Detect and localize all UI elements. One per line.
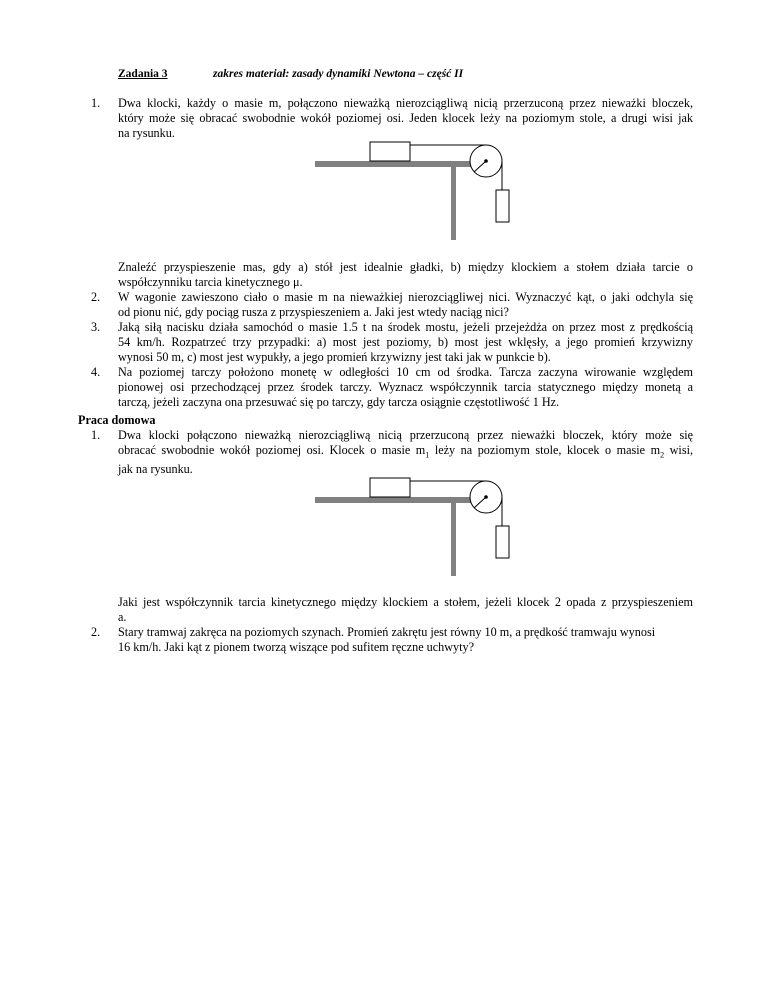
homework-1-text: Dwa klocki połączono nieważką nierozciągliwą nicią przerzuconą przez nieważki bloczek, który może się obracać swobodnie wokół poziomej osi. Klocek o masie $m_1$ leży na poziomym stole, klocek o masie $m_2$ wisi, jak na rysunku. xyxy=(118,428,693,477)
hanging-block xyxy=(496,190,509,222)
block-on-table xyxy=(370,142,410,161)
task-number: 1. xyxy=(91,96,101,110)
task-number: 3. xyxy=(91,320,101,334)
task-1-text: Dwa klocki, każdy o masie m, połączono nieważką nierozciągliwą nicią przerzuconą przez nieważki bloczek, który może się obracać swobodnie wokół poziomej osi. Jeden klocek leży na poziomym stole, a drugi wisi jak na rysunku. xyxy=(118,96,693,140)
task-2-text: W wagonie zawieszono ciało o masie m na nieważkiej nierozciągliwej nici. Wyznaczyć kąt, o jaki odchyla się od pionu nić, gdy pociąg rusza z przyspieszeniem a. Jaki jest wtedy naciąg nici? xyxy=(118,290,693,319)
block-on-table xyxy=(370,478,410,497)
task-3-text: Jaką siłą nacisku działa samochód o masie 1.5 t na środek mostu, jeżeli przejeżdża on przez most z prędkością 54 km/h. Rozpatrzeć trzy przypadki: a) most jest poziomy, b) most jest wklęsły, a jego promień krzywizny wynosi 50 m, c) most jest wypukły, a jego promień krzywizny jest taki jak w punkcie b). xyxy=(118,320,693,364)
homework-number: 1. xyxy=(91,428,101,442)
task-4-text: Na poziomej tarczy położono monetę w odległości 10 cm od środka. Tarcza zaczyna wirowanie względem pionowej osi przechodzącej przez środek tarczy. Wyznacz współczynnik tarcia statycznego między monetą a tarczą, jeżeli zaczyna ona przesuwać się po tarczy, gdy tarcza osiągnie częstotliwość 1 Hz. xyxy=(118,365,693,409)
table-top xyxy=(315,497,485,503)
homework-2-text: Stary tramwaj zakręca na poziomych szynach. Promień zakrętu jest równy 10 m, a prędkość tramwaju wynosi 16 km/h. Jaki kąt z pionem tworzą wiszące pod sufitem ręczne uchwyty? xyxy=(118,625,656,654)
hanging-block xyxy=(496,526,509,558)
table-top xyxy=(315,161,485,167)
assignment-topic: zakres materiał: zasady dynamiki Newtona – część II xyxy=(213,68,464,80)
homework-1-question: Jaki jest współczynnik tarcia kinetycznego między klockiem a stołem, jeżeli klocek 2 opada z przyspieszeniem a. xyxy=(118,595,693,624)
pulley-diagram-1 xyxy=(310,140,510,240)
table-leg xyxy=(451,503,456,576)
homework-number: 2. xyxy=(91,625,101,639)
task-1-question: Znaleźć przyspieszenie mas, gdy a) stół jest idealnie gładki, b) między klockiem a stołem działa tarcie o współczynniku tarcia kinetycznego μ. xyxy=(118,260,693,289)
table-leg xyxy=(451,167,456,240)
assignment-tag: Zadania 3 xyxy=(118,68,168,80)
homework-title: Praca domowa xyxy=(78,413,156,427)
pulley-diagram-2 xyxy=(310,476,510,576)
task-number: 2. xyxy=(91,290,101,304)
task-number: 4. xyxy=(91,365,101,379)
page-header xyxy=(118,67,464,82)
